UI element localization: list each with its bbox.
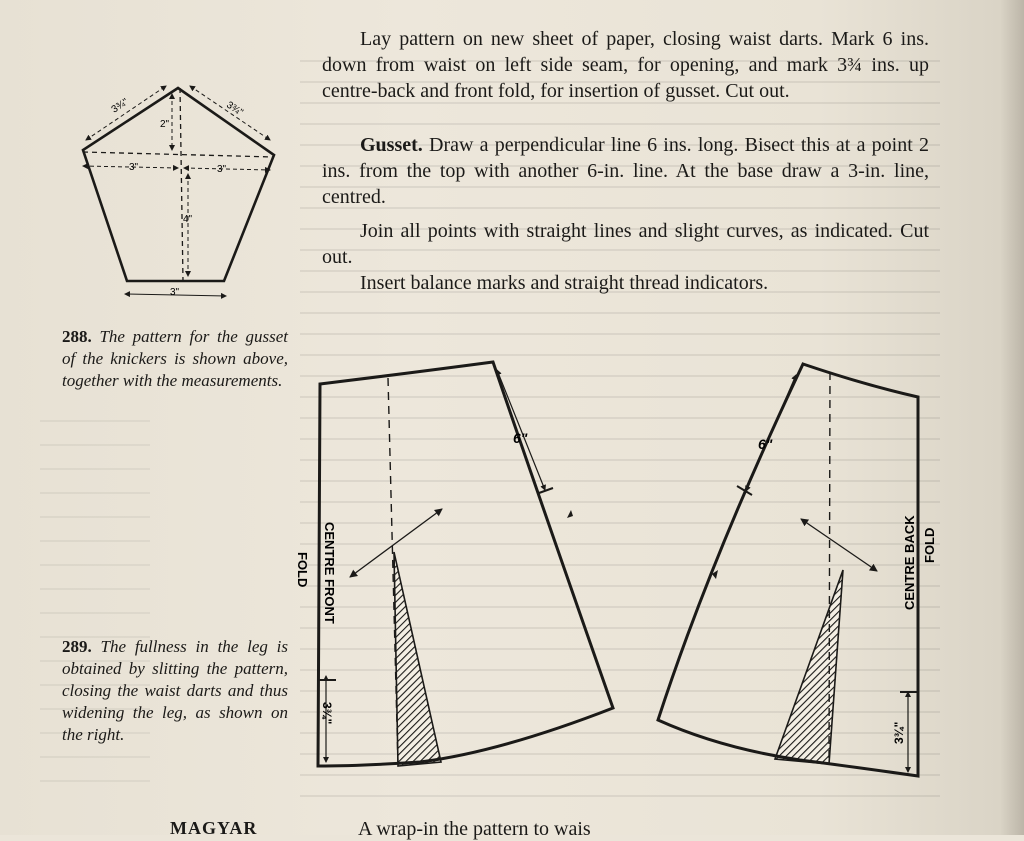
paragraph-join-points: Join all points with straight lines and slight curves, as indicated. Cut out. xyxy=(322,220,929,268)
back-piece-outline xyxy=(658,364,918,776)
back-grain-line xyxy=(801,519,877,571)
gusset-half-width-right-label: 3" xyxy=(217,164,227,175)
caption-288: 288. The pattern for the gusset of the knickers is shown above, together with the measurements. xyxy=(62,327,289,390)
paragraph-instructions: Lay pattern on new sheet of paper, closing waist darts. Mark 6 ins. down from waist on left side seam, for opening, and mark 3¾ ins. up centre-back and front fold, for insertion of gusset. Cut out. xyxy=(322,28,929,102)
gusset-outline xyxy=(83,88,274,281)
back-gusset-mark-label: 3¾" xyxy=(892,721,906,744)
gusset-centre-line xyxy=(180,88,183,281)
gusset-side-right-label: 3¾" xyxy=(224,99,245,119)
paragraph-gusset: Gusset. Draw a perpendicular line 6 ins. long. Bisect this at a point 2 ins. from the top with another 6-in. line. At the base draw a 3-in. line, centred. xyxy=(322,134,929,208)
gusset-side-left-label: 3¾" xyxy=(109,96,131,116)
front-opening-label: 6" xyxy=(513,430,528,446)
gusset-heading: Gusset. xyxy=(360,134,423,156)
front-gusset-mark-label: 3¾" xyxy=(320,702,334,725)
front-gusset-wedge xyxy=(394,552,441,766)
front-piece-outline xyxy=(318,362,613,766)
front-fold-label-fold: FOLD xyxy=(295,552,310,588)
gusset-top-height-label: 2" xyxy=(160,119,170,130)
front-leg-pattern xyxy=(295,362,613,766)
paragraph-balance-marks: Insert balance marks and straight thread indicators. xyxy=(360,272,769,294)
gusset-lower-height-label: 4" xyxy=(183,214,193,225)
gusset-diagram xyxy=(83,86,274,298)
gusset-half-width-left-label: 3" xyxy=(129,162,139,173)
footer-text: A wrap-in the pattern to wais xyxy=(358,818,591,840)
front-fold-label-centre-front: CENTRE FRONT xyxy=(322,522,337,624)
gusset-base-width-label: 3" xyxy=(170,287,180,298)
back-opening-label: 6" xyxy=(758,436,773,452)
back-gusset-wedge xyxy=(775,570,843,764)
back-leg-pattern xyxy=(658,364,937,776)
caption-289: 289. The fullness in the leg is obtained by slitting the pattern, closing the waist darts and thus widening the leg, as shown on the right. xyxy=(62,637,289,744)
gusset-cross-line xyxy=(83,152,274,157)
back-fold-label-centre-back: CENTRE BACK xyxy=(902,515,917,610)
back-fold-label-fold: FOLD xyxy=(922,527,937,563)
footer-heading: MAGYAR xyxy=(170,818,258,838)
